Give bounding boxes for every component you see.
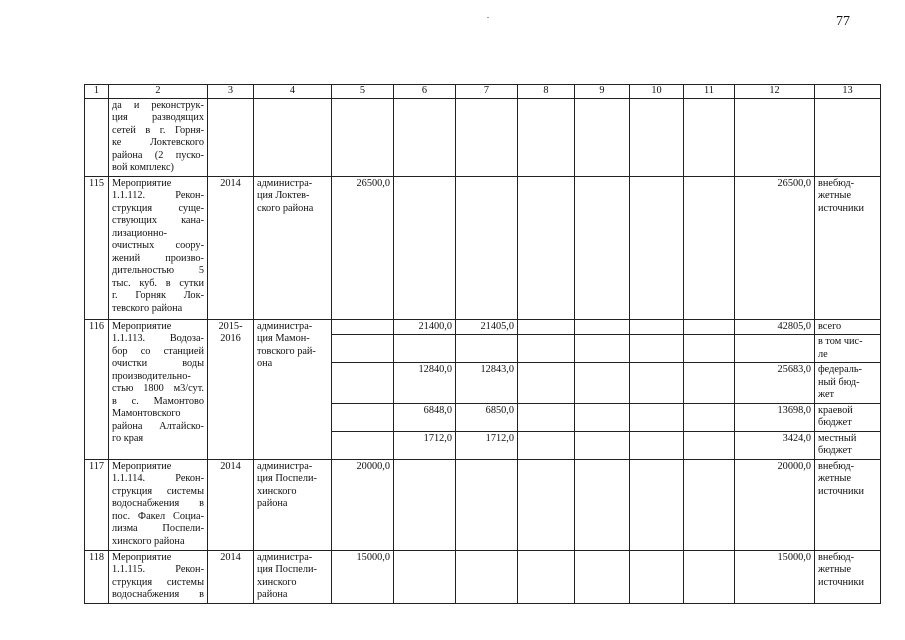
amount-total: 3424,0 bbox=[735, 431, 815, 459]
year: 2014 bbox=[208, 550, 254, 603]
amount-col6: 6848,0 bbox=[394, 403, 456, 431]
column-header: 9 bbox=[575, 85, 630, 99]
amount-col6: 12840,0 bbox=[394, 363, 456, 404]
amount-total: 15000,0 bbox=[735, 550, 815, 603]
row-number: 118 bbox=[85, 550, 109, 603]
program-table bbox=[84, 84, 881, 604]
table-row bbox=[85, 550, 881, 603]
column-header: 5 bbox=[332, 85, 394, 99]
amount-col5: 15000,0 bbox=[332, 550, 394, 603]
funding-source: всего bbox=[815, 319, 881, 335]
funding-source: внебюд- жетные источники bbox=[815, 176, 881, 319]
amount-total: 26500,0 bbox=[735, 176, 815, 319]
page-number: 77 bbox=[836, 14, 850, 29]
column-header: 12 bbox=[735, 85, 815, 99]
funding-source: внебюд- жетные источники bbox=[815, 459, 881, 550]
table-row bbox=[85, 459, 881, 550]
table-header-row bbox=[85, 85, 881, 99]
year: 2015- 2016 bbox=[208, 319, 254, 459]
amount-col7: 12843,0 bbox=[456, 363, 518, 404]
year: 2014 bbox=[208, 459, 254, 550]
row-number: 116 bbox=[85, 319, 109, 459]
table-row bbox=[85, 319, 881, 335]
amount-col5: 26500,0 bbox=[332, 176, 394, 319]
column-header: 2 bbox=[109, 85, 208, 99]
column-header: 11 bbox=[684, 85, 735, 99]
column-header: 4 bbox=[254, 85, 332, 99]
column-header: 7 bbox=[456, 85, 518, 99]
row-number: 117 bbox=[85, 459, 109, 550]
column-header: 8 bbox=[518, 85, 575, 99]
amount-col6: 1712,0 bbox=[394, 431, 456, 459]
amount-total: 25683,0 bbox=[735, 363, 815, 404]
column-header: 10 bbox=[630, 85, 684, 99]
measure-description: Мероприятие 1.1.115. Рекон- струкция системы водоснабжения в bbox=[109, 550, 208, 603]
funding-source: местный бюджет bbox=[815, 431, 881, 459]
amount-col7: 21405,0 bbox=[456, 319, 518, 335]
table-row-continuation bbox=[85, 98, 881, 176]
measure-description: да и реконструк- ция разводящих сетей в г. Горня- ке Локтевского района (2 пуско- вой комплекс) bbox=[109, 98, 208, 176]
executor: администра- ция Поспели- хинского района bbox=[254, 550, 332, 603]
funding-source: краевой бюджет bbox=[815, 403, 881, 431]
amount-total: 13698,0 bbox=[735, 403, 815, 431]
amount-col6: 21400,0 bbox=[394, 319, 456, 335]
funding-source: федераль- ный бюд- жет bbox=[815, 363, 881, 404]
funding-source: внебюд- жетные источники bbox=[815, 550, 881, 603]
amount-col5: 20000,0 bbox=[332, 459, 394, 550]
measure-description: Мероприятие 1.1.114. Рекон- струкция системы водоснабжения в пос. Факел Социа- лизма Поспели- хинского района bbox=[109, 459, 208, 550]
row-number: 115 bbox=[85, 176, 109, 319]
column-header: 3 bbox=[208, 85, 254, 99]
amount-total: 20000,0 bbox=[735, 459, 815, 550]
measure-description: Мероприятие 1.1.113. Водоза- бор со станцией очистки воды производительно- стью 1800 м3/сут. в с. Мамонтово Мамонтовского района Алтайско- го края bbox=[109, 319, 208, 459]
funding-source: в том чис- ле bbox=[815, 335, 881, 363]
amount-total: 42805,0 bbox=[735, 319, 815, 335]
measure-description: Мероприятие 1.1.112. Рекон- струкция суще- ствующих кана- лизационно- очистных соору- жений произво- дительностью 5 тыс. куб. в сутки г. Горняк Лок- тевского района bbox=[109, 176, 208, 319]
executor: администра- ция Поспели- хинского района bbox=[254, 459, 332, 550]
column-header: 1 bbox=[85, 85, 109, 99]
column-header: 13 bbox=[815, 85, 881, 99]
executor: администра- ция Мамон- товского рай- она bbox=[254, 319, 332, 459]
column-header: 6 bbox=[394, 85, 456, 99]
executor: администра- ция Локтев- ского района bbox=[254, 176, 332, 319]
year: 2014 bbox=[208, 176, 254, 319]
table-row bbox=[85, 176, 881, 319]
amount-col7: 6850,0 bbox=[456, 403, 518, 431]
amount-col7: 1712,0 bbox=[456, 431, 518, 459]
scan-speck bbox=[487, 17, 489, 18]
